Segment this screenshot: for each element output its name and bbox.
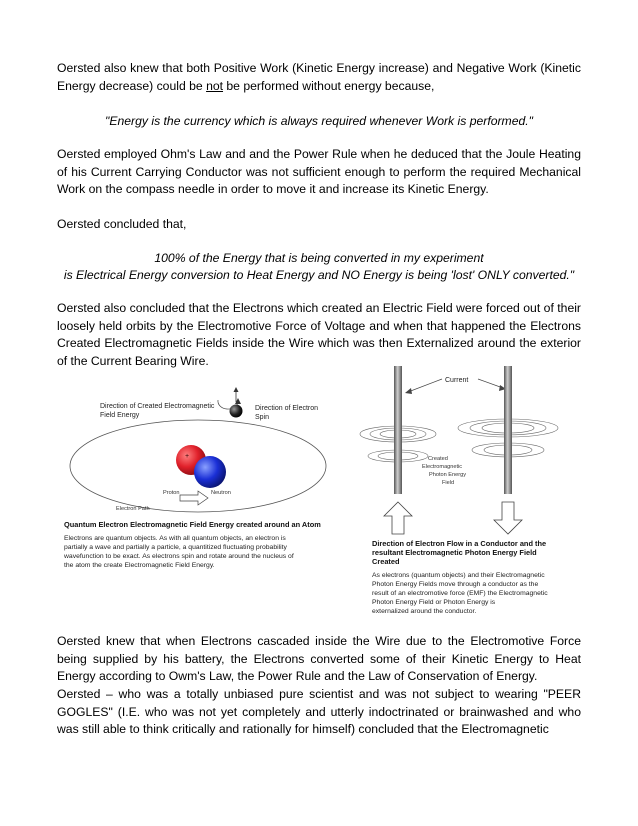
neutron-ball	[194, 456, 226, 488]
electron-flow-down-arrow-icon	[494, 502, 522, 534]
current-arrow-left	[408, 379, 442, 392]
electron-flow-up-arrow-icon	[384, 502, 412, 534]
caption-title-atom: Quantum Electron Electromagnetic Field Energy created around an Atom	[64, 520, 321, 529]
quote-conversion-line-2: is Electrical Energy conversion to Heat Energy and NO Energy is being 'lost' ONLY converted."	[63, 268, 575, 282]
quote-conversion-line-1: 100% of the Energy that is being converted in my experiment	[154, 251, 484, 265]
conductor-rod-left	[394, 366, 402, 494]
caption-atom-line-1: Electrons are quantum objects. As with all quantum objects, an electron is	[64, 535, 286, 542]
label-spin-direction-2: Spin	[255, 414, 270, 421]
caption-conductor-line-3: result of an electromotive force (EMF) the Electromagnetic	[372, 590, 548, 597]
caption-atom-line-2: partially a wave and partially a particle, a quantitized fluctuating probability	[64, 544, 287, 551]
label-created-2: Electromagnetic	[422, 464, 463, 470]
caption-title-conductor-2: resultant Electromagnetic Photon Energy Field	[372, 548, 537, 557]
paragraph-6: Oersted – who was a totally unbiased pure scientist and was not subject to wearing "PEER GOGLES" (I.E. who was not yet completely and utterly indoctrinated or brainwashed and who was still able to think critically and rationally for himself) concluded that the Electromagnetic	[57, 687, 581, 736]
label-neutron: Neutron	[211, 490, 231, 496]
current-arrow-right	[478, 379, 503, 388]
figure-conductor-field	[352, 362, 580, 622]
label-proton: Proton	[163, 490, 180, 496]
label-electron-path: Electron Path	[116, 506, 150, 512]
label-photon-1: Photon Energy	[429, 472, 467, 478]
paragraph-3: Oersted concluded that,	[57, 217, 187, 231]
paragraph-5: Oersted knew that when Electrons cascaded inside the Wire due to the Electromotive Force being supplied by his battery, the Electrons converted some of their Kinetic Energy to Heat Energy according to Owm's Law, the Power Rule and the Law of Conservation of Energy.	[57, 634, 581, 683]
quote-energy-currency: "Energy is the currency which is always required whenever Work is performed."	[105, 114, 533, 128]
label-field-direction-2: Field Energy	[100, 412, 140, 419]
proton-plus-icon: +	[185, 453, 190, 460]
current-arrowhead-left-icon	[405, 388, 412, 394]
caption-conductor-line-4: Photon Energy Field or Photon Energy is	[372, 599, 496, 606]
caption-title-conductor-1: Direction of Electron Flow in a Conductor and the	[372, 539, 547, 548]
caption-conductor-line-5: externalized around the conductor.	[372, 608, 477, 615]
paragraph-4: Oersted also concluded that the Electrons which created an Electric Field were forced out of their loosely held orbits by the Electromotive Force of Voltage and when that happened the Electrons Created Electromagnetic Fields inside the Wire which was then Externalized around the exterior of the Current Bearing Wire.	[57, 301, 581, 368]
caption-conductor-line-1: As electrons (quantum objects) and their Electromagnetic	[372, 572, 545, 579]
figure-atom-electromagnetic	[60, 384, 346, 584]
label-spin-direction-1: Direction of Electron	[255, 405, 319, 412]
label-photon-2: Field	[442, 480, 455, 486]
electron-ball	[230, 405, 243, 418]
electron-path-arrow-icon	[180, 491, 208, 505]
underlined-not: not	[206, 78, 224, 93]
paragraph-1-text-b: be performed without energy because,	[223, 78, 435, 93]
label-created-1: Created	[428, 456, 448, 462]
paragraph-1-text-a: Oersted also knew that both Positive Work (Kinetic Energy increase) and Negative Work (Kinetic Energy decrease) could be	[57, 61, 581, 93]
caption-atom-line-3: wavefunction to be exact. As electrons spin and rotate around the nucleus of	[64, 553, 294, 560]
caption-title-conductor-3: Created	[372, 557, 400, 566]
paragraph-1	[57, 60, 581, 95]
conductor-rod-right	[504, 366, 512, 494]
spin-arrowhead-icon	[234, 387, 239, 392]
label-current: Current	[445, 377, 469, 384]
caption-conductor-line-2: Photon Energy Fields move through a conductor as the	[372, 581, 539, 588]
paragraph-2: Oersted employed Ohm's Law and and the Power Rule when he deduced that the Joule Heating of his Current Carrying Conductor was not sufficient enough to perform the required Mechanical Work on the compass needle in order to move it and increase its Kinetic Energy.	[57, 147, 581, 196]
caption-atom-line-4: the atom the create Electromagnetic Field Energy.	[64, 562, 215, 569]
label-field-direction-1: Direction of Created Electromagnetic	[100, 403, 215, 410]
